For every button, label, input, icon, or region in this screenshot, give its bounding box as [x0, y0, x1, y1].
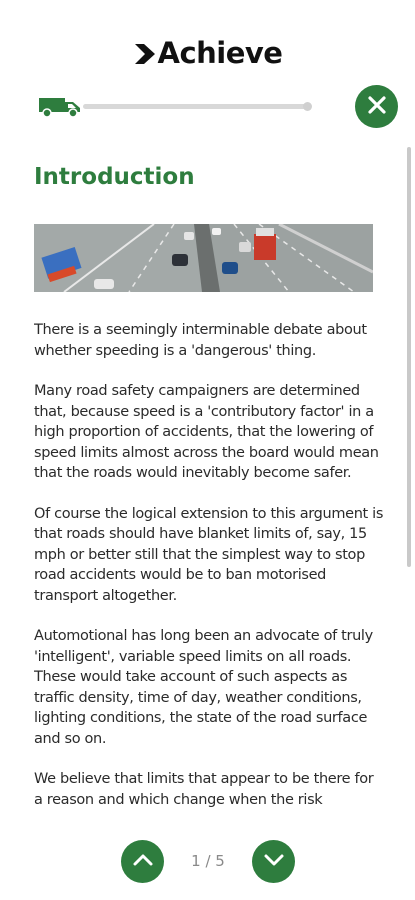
previous-page-button[interactable]: [121, 840, 164, 883]
next-page-button[interactable]: [252, 840, 295, 883]
logo: [0, 36, 415, 73]
paragraph: Of course the logical extension to this argument is that roads should have blanket limits of, say, 15 mph or better still that the simplest way to stop road accidents would be to ban motorised transport altogether.: [34, 505, 384, 604]
paragraph: We believe that limits that appear to be there for a reason and which change when the risk: [34, 771, 374, 808]
progress-track: [83, 104, 308, 109]
chevron-right-icon: [133, 39, 157, 73]
app-header: [0, 0, 415, 90]
lesson-progress: [0, 86, 415, 126]
paragraph: Many road safety campaigners are determined that, because speed is a 'contributory factor' in a high proportion of accidents, that the lowering of speed limits almost across the board would mean that the roads would inevitably become safer.: [34, 383, 379, 481]
paragraph: There is a seemingly interminable debate about whether speeding is a 'dangerous' thing.: [34, 322, 367, 359]
chevron-down-icon: [262, 848, 286, 876]
paragraph: Automotional has long been an advocate of truly 'intelligent', variable speed limits on all roads. These would take account of such aspects as traffic density, time of day, weather conditions, lighting conditions, the state of the road surface and so on.: [34, 628, 373, 747]
chevron-up-icon: [131, 848, 155, 876]
lesson-content: [34, 160, 384, 835]
scrollbar[interactable]: [407, 147, 411, 567]
van-icon: [37, 94, 83, 122]
page-title: Introduction: [34, 164, 195, 190]
page-indicator: 1 / 5: [191, 852, 225, 870]
motorway-traffic-photo: [34, 224, 373, 292]
progress-end-marker: [303, 102, 312, 111]
close-icon: [367, 95, 387, 119]
logo-text: Achieve: [157, 36, 283, 70]
page-navigation: [0, 840, 415, 888]
close-button[interactable]: [355, 85, 398, 128]
